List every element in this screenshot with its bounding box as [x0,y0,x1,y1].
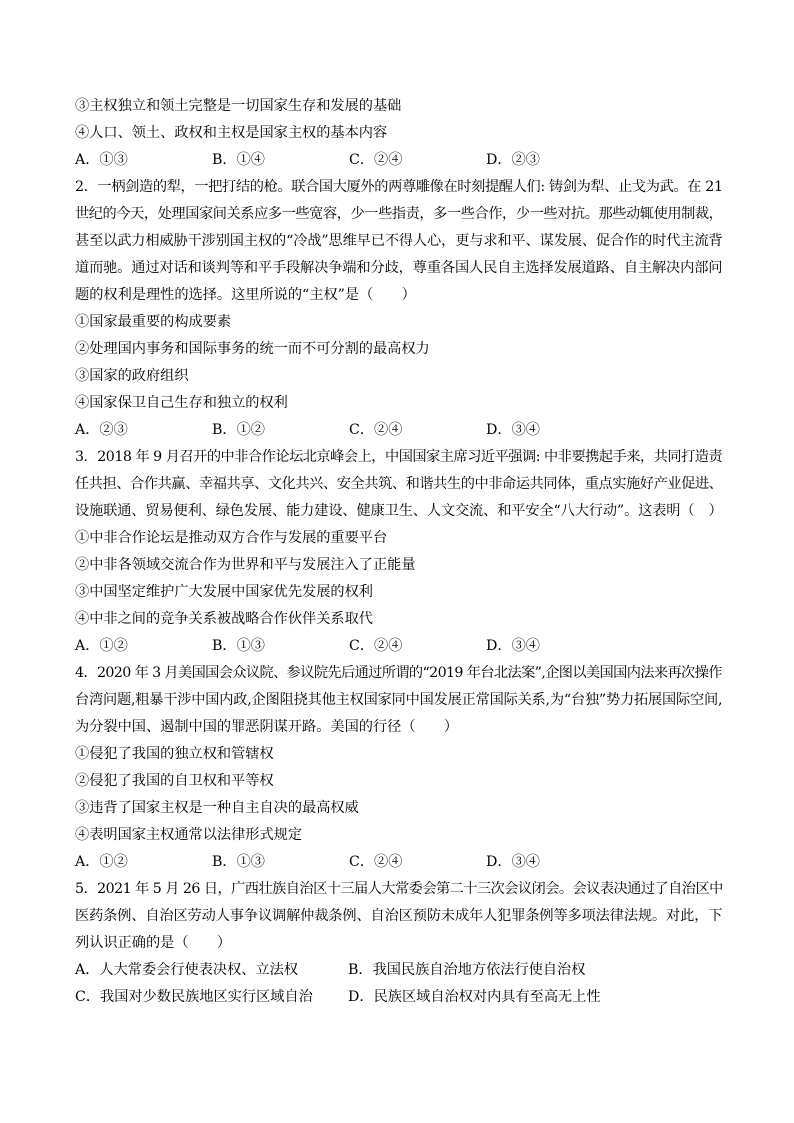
page-content [75,93,725,1011]
option-c: C．我国对少数民族地区实行区域自治 [75,989,313,1005]
question-stem-line: 世纪的今天，处理国家间关系应多一些宽容，少一些指责，多一些合作，少一些对抗。那些动辄使用制裁， [75,206,723,222]
statement-item: ②中非各领域交流合作为世界和平与发展注入了正能量 [75,557,416,573]
question-stem-line: 设施联通、贸易便利、绿色发展、能力建设、健康卫生、人文交流、和平安全“八大行动”。这表明（ ） [75,503,723,519]
question-stem-line: 3．2018 年 9 月召开的中非合作论坛北京峰会上，中国国家主席习近平强调: 中非要携起手来，共同打造责 [75,449,723,465]
question-4 [75,660,725,876]
option-c: C．②④ [349,638,403,654]
option-b: B．①② [212,422,265,438]
statement-item: ④中非之间的竞争关系被战略合作伙伴关系取代 [75,611,373,627]
option-d: D．③④ [486,638,540,654]
option-a: A．①② [75,638,128,654]
option-a: A．②③ [75,422,128,438]
statement-item: ②处理国内事务和国际事务的统一而不可分割的最高权力 [75,341,430,357]
statement-item: ③中国坚定维护广大发展中国家优先发展的权利 [75,584,373,600]
option-d: D．②③ [486,152,540,168]
answer-options [75,633,725,660]
statement-item: ④人口、领土、政权和主权是国家主权的基本内容 [75,125,388,141]
question-stem-line: 为分裂中国、遏制中国的罪恶阴谋开路。美国的行径（ ） [75,719,459,735]
question-2 [75,174,725,444]
question-stem-line: 2．一柄剑造的犁，一把打结的枪。联合国大厦外的两尊雕像在时刻提醒人们: 铸剑为犁、止戈为武。在 21 [75,179,723,195]
option-d: D．③④ [486,422,540,438]
option-c: C．②④ [349,152,403,168]
question-stem-line: 5．2021 年 5 月 26 日，广西壮族自治区十三届人大常委会第二十三次会议闭会。会议表决通过了自治区中 [75,881,723,897]
option-a: A．人大常委会行使表决权、立法权 [75,962,299,978]
option-c: C．②④ [349,422,403,438]
statement-item: ④表明国家主权通常以法律形式规定 [75,827,303,843]
question-stem-line: 4．2020 年 3 月美国国会众议院、参议院先后通过所谓的“2019 年台北法案”,企图以美国国内法来再次操作 [75,665,722,681]
option-b: B．我国民族自治地方依法行使自治权 [348,962,586,978]
statement-item: ③主权独立和领土完整是一切国家生存和发展的基础 [75,98,402,114]
option-b: B．①③ [212,854,265,870]
statement-item: ③国家的政府组织 [75,368,189,384]
statement-item: ②侵犯了我国的自卫权和平等权 [75,773,274,789]
question-3 [75,444,725,660]
question-stem-line: 甚至以武力相威胁干涉别国主权的“冷战”思维早已不得人心，更与求和平、谋发展、促合作的时代主流背 [75,233,723,249]
question-stem-line: 道而驰。通过对话和谈判等和平手段解决争端和分歧，尊重各国人民自主选择发展道路、自主解决内部问 [75,260,723,276]
statement-item: ①国家最重要的构成要素 [75,314,232,330]
statement-item: ①侵犯了我国的独立权和管辖权 [75,746,274,762]
statement-item: ③违背了国家主权是一种自主自决的最高权威 [75,800,359,816]
answer-options [75,417,725,444]
answer-options [75,849,725,876]
answer-options [75,147,725,174]
statement-item: ④国家保卫自己生存和独立的权利 [75,395,288,411]
question-stem-line: 列认识正确的是（ ） [75,935,232,951]
question-stem-line: 台湾问题,粗暴干涉中国内政,企图阻挠其他主权国家同中国发展正常国际关系,为“台独”势力拓展国际空间, [75,692,723,708]
option-a: A．①② [75,854,128,870]
option-b: B．①④ [212,152,265,168]
option-d: D．③④ [486,854,540,870]
option-b: B．①③ [212,638,265,654]
answer-options [75,957,725,984]
question-stem-line: 任共担、合作共赢、幸福共享、文化共兴、安全共筑、和谐共生的中非命运共同体，重点实施好产业促进、 [75,476,723,492]
question-5 [75,876,725,1011]
statement-item: ①中非合作论坛是推动双方合作与发展的重要平台 [75,530,388,546]
question-stem-line: 医药条例、自治区劳动人事争议调解仲裁条例、自治区预防未成年人犯罪条例等多项法律法规。对此，下 [75,908,723,924]
question-stem-line: 题的权利是理性的选择。这里所说的“主权”是（ ） [75,287,416,303]
option-d: D．民族区域自治权对内具有至高无上性 [348,989,601,1005]
option-c: C．②④ [349,854,403,870]
answer-options [75,984,725,1011]
option-a: A．①③ [75,152,128,168]
